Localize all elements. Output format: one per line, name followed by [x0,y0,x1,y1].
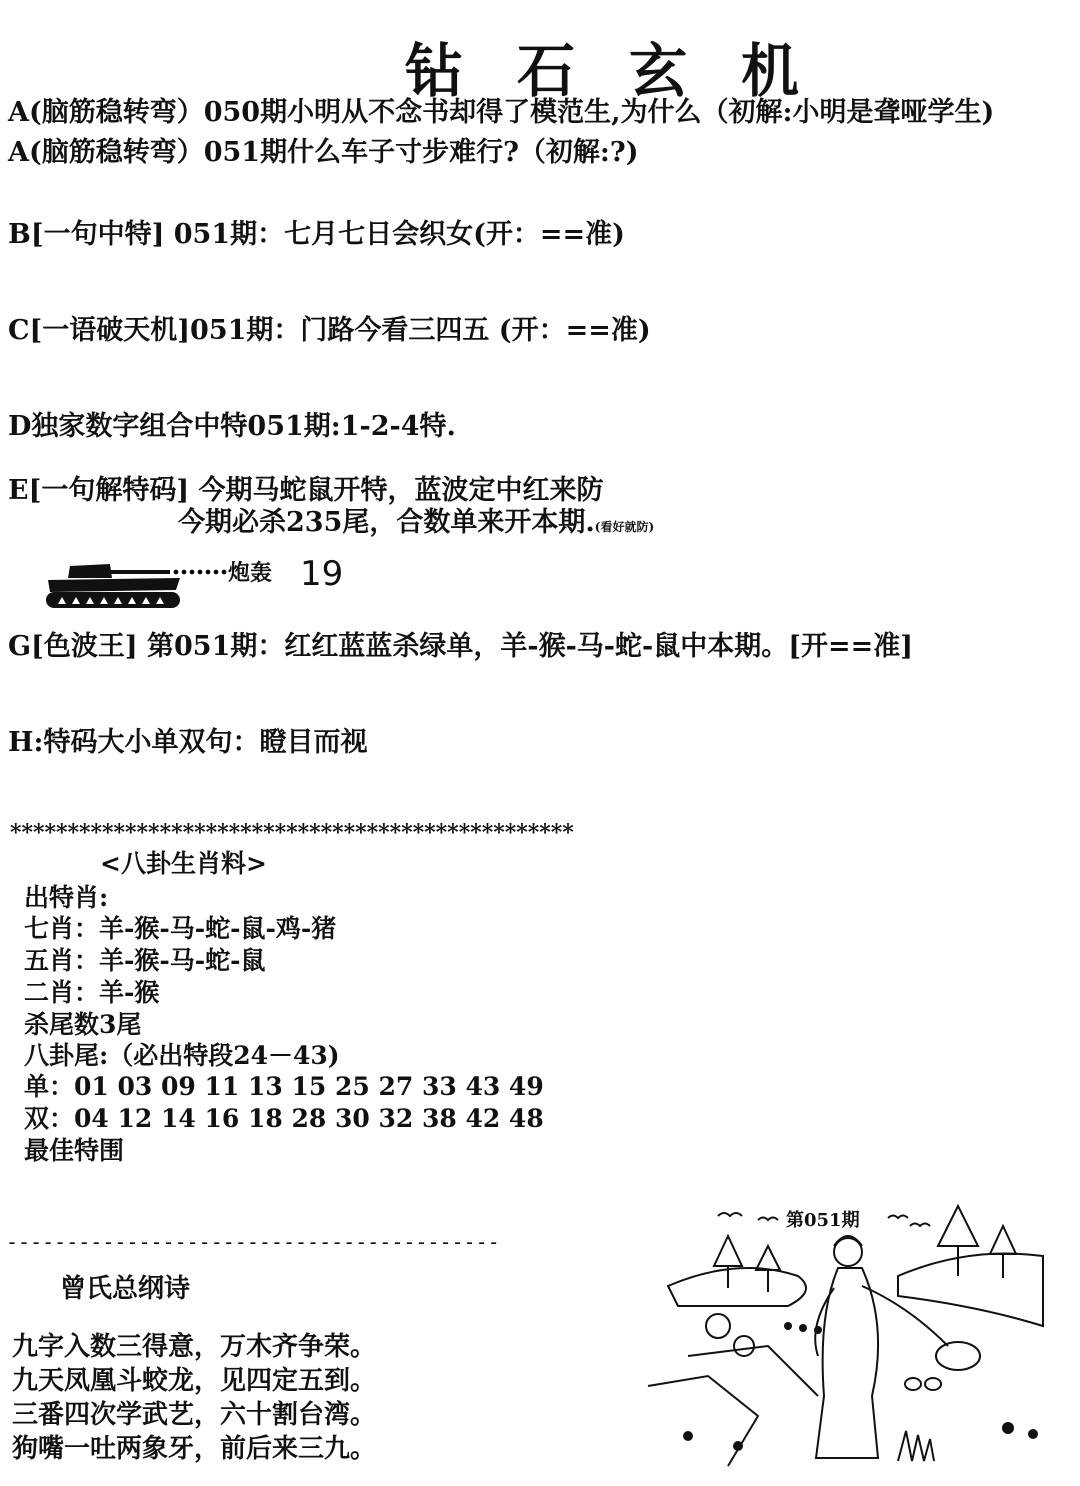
illustration-issue-label: 第051期 [786,1210,860,1231]
one-sentence-special: B[一句中特] 051期：七月七日会织女(开：==准) [8,219,625,250]
color-wave-king: G[色波王] 第051期：红红蓝蓝杀绿单，羊-猴-马-蛇-鼠中本期。[开==准] [8,631,913,662]
one-word-secret: C[一语破天机]051期：门路今看三四五 (开：==准) [8,315,651,346]
star-divider: ************************************************* [10,820,574,846]
decode-special-note: (看好就防) [594,520,655,534]
riddle-050: A(脑筋稳转弯）050期小明从不念书却得了模范生,为什么（初解:小明是聋哑学生) [8,97,995,128]
bagua-row: 七肖：羊-猴-马-蛇-鼠-鸡-猪 [24,914,337,943]
cannon-label: 炮轰 [228,560,273,586]
poem-heading: 曾氏总纲诗 [60,1274,191,1304]
bagua-heading: <八卦生肖料> [100,849,267,878]
bagua-row: 单：01 03 09 11 13 15 25 27 33 43 49 [24,1072,544,1101]
number-combo: D独家数字组合中特051期:1-2-4特. [8,411,456,442]
decode-special-line1: E[一句解特码] 今期马蛇鼠开特，蓝波定中红来防 [8,475,604,506]
decode-special-line2 [178,500,654,539]
bagua-row: 五肖：羊-猴-马-蛇-鼠 [24,946,266,975]
scholar-illustration [648,1196,1048,1476]
bagua-row: 双：04 12 14 16 18 28 30 32 38 42 48 [24,1104,544,1133]
poem-line: 狗嘴一吐两象牙，前后来三九。 [12,1434,377,1464]
poem-line: 九字入数三得意，万木齐争荣。 [12,1332,377,1362]
page-title: 钻石玄机 [405,37,854,105]
bagua-row: 杀尾数3尾 [24,1010,142,1039]
dash-divider: ----------------------------------------- [6,1230,500,1254]
poem-line: 九天凤凰斗蛟龙，见四定五到。 [12,1366,377,1396]
decode-special-text: 今期必杀235尾，合数单来开本期. [178,507,595,538]
bagua-row: 最佳特围 [24,1136,125,1165]
bagua-row: 八卦尾:（必出特段24－43) [24,1041,340,1070]
bagua-row: 二肖：羊-猴 [24,978,160,1007]
size-odd-even: H:特码大小单双句：瞪目而视 [8,727,368,758]
cannon-number: 19 [300,554,344,594]
riddle-051: A(脑筋稳转弯）051期什么车子寸步难行?（初解:?) [8,137,639,168]
poem-line: 三番四次学武艺，六十割台湾。 [12,1400,377,1430]
bagua-row: 出特肖: [24,883,109,912]
